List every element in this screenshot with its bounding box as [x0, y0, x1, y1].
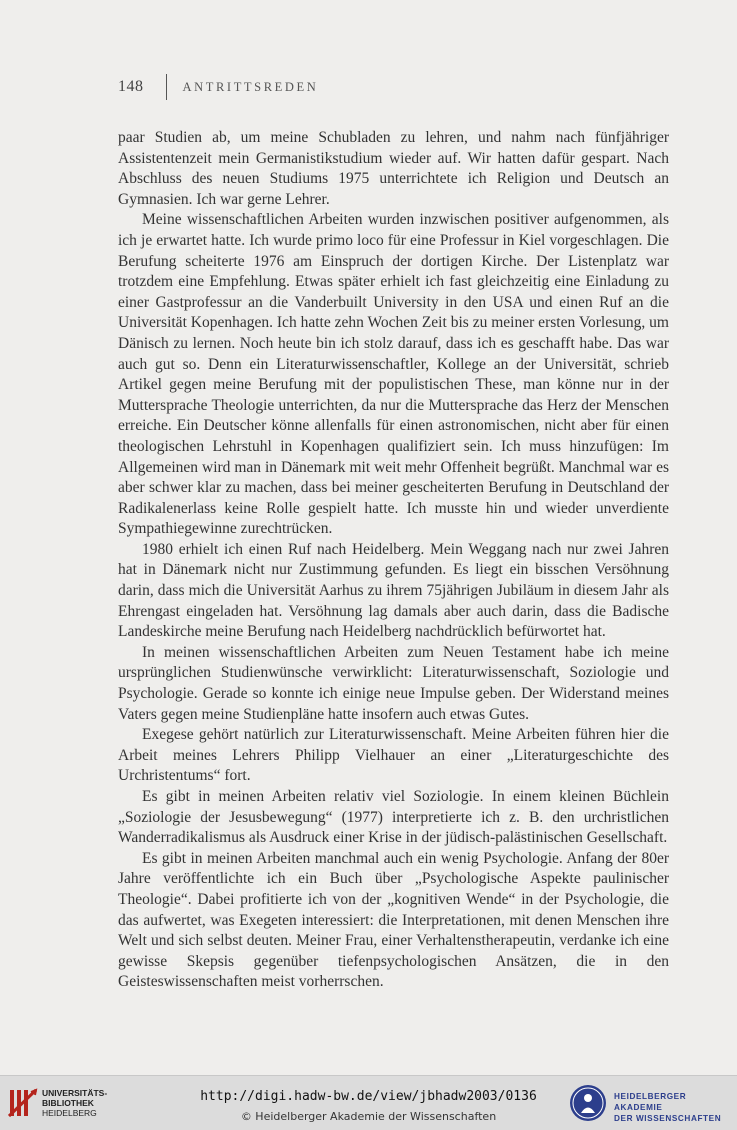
ub-line3: HEIDELBERG [42, 1108, 97, 1118]
hadw-logo-text [614, 1091, 737, 1124]
ub-line1: UNIVERSITÄTS- [42, 1088, 108, 1098]
hadw-seal-icon[interactable] [569, 1084, 607, 1122]
ub-line2: BIBLIOTHEK [42, 1098, 94, 1108]
running-title: ANTRITTSREDEN [182, 79, 319, 94]
page-number: 148 [118, 78, 144, 95]
body-text [118, 128, 669, 993]
page-header [118, 76, 318, 98]
permalink-url[interactable]: http://digi.hadw-bw.de/view/jbhadw2003/0136 [200, 1089, 537, 1104]
hadw-line2: DER WISSENSCHAFTEN [614, 1114, 722, 1123]
paragraph: In meinen wissenschaftlichen Arbeiten zum Neuen Testament habe ich meine ursprünglichen Studienwünsche verwirklicht: Literaturwissenschaft, Soziologie und Psychologie. Gerade so konnte ich einige neue Impulse geben. Der Widerstand meines Vaters gegen meine Studienpläne hatte insofern auch etwas Gutes. [118, 643, 669, 723]
paragraph: Es gibt in meinen Arbeiten relativ viel Soziologie. In einem kleinen Büchlein „Soziologie der Jesusbewegung“ (1977) interpretierte ich z. B. den urchristlichen Wanderradikalismus als Ausdruck einer Krise in der jüdisch-palästinischen Gesellschaft. [118, 788, 669, 847]
paragraph: Exegese gehört natürlich zur Literaturwissenschaft. Meine Arbeiten führen hier die Arbeit meines Lehrers Philipp Vielhauer an einer „Literaturgeschichte des Urchristentums“ fort. [118, 726, 669, 785]
viewer-footer [0, 1075, 737, 1130]
copyright-notice: © Heidelberger Akademie der Wissenschaften [240, 1110, 497, 1123]
paragraph: 1980 erhielt ich einen Ruf nach Heidelberg. Mein Weggang nach nur zwei Jahren hat in Dänemark nicht nur Zustimmung gefunden. Es liegt ein bisschen Versöhnung darin, dass mich die Universität Aarhus zu ihrem 75jährigen Jubiläum in diesem Jahr als Ehrengast eingeladen hat. Versöhnung lag damals aber auch darin, dass die Badische Landeskirche meine Berufung nach Heidelberg nachdrücklich befürwortet hat. [118, 540, 669, 641]
hadw-line1: HEIDELBERGER AKADEMIE [614, 1092, 687, 1112]
paragraph: paar Studien ab, um meine Schubladen zu lehren, und nahm nach fünfjähriger Assistentenzeit mein Germanistikstudium wieder auf. Wir hatten dafür gespart. Nach Abschluss des neuen Studiums 1975 unterrichtete ich Religion und Deutsch an Gymnasien. Ich war gerne Lehrer. [118, 129, 669, 208]
paragraph: Meine wissenschaftlichen Arbeiten wurden inzwischen positiver aufgenommen, als ich je erwartet hatte. Ich wurde primo loco für eine Professur in Kiel vorgeschlagen. Die Berufung scheiterte 1976 am Einspruch der dortigen Kirche. Der Listenplatz war trotzdem eine Empfehlung. Etwas später erhielt ich fast gleichzeitig eine Einladung zu einer Gastprofessur an die Vanderbuilt University in den USA und einen Ruf an die Universität Kopenhagen. Ich hatte zehn Wochen Zeit bis zu meiner ersten Vorlesung, um Dänisch zu lernen. Noch heute bin ich stolz darauf, dass ich es geschafft habe. Das war auch gut so. Denn ein Literaturwissenschaftler, Kollege an der Universität, schrieb Artikel gegen meine Berufung mit der populistischen These, man könne nur in der Muttersprache Theologie unterrichten, da nur die Muttersprache das Herz der Menschen erreiche. Ein Deutscher könne allenfalls für einen astronomischen, nicht aber für einen theologischen Lehrstuhl in Kopenhagen qualifiziert sein. Ich muss hinzufügen: Im Allgemeinen wird man in Dänemark mit weit mehr Offenheit begrüßt. Manchmal war es aber schwer klar zu machen, dass bei meiner gescheiterten Berufung in Deutschland der Radikalenerlass keine Rolle gespielt hatte. Ich musste hin und wieder unverdiente Sympathiegewinne zurechtrücken. [118, 211, 669, 538]
header-divider [166, 74, 167, 100]
paragraph: Es gibt in meinen Arbeiten manchmal auch ein wenig Psychologie. Anfang der 80er Jahre veröffentlichte ich ein Buch über „Psychologische Aspekte paulinischer Theologie“. Dabei profitierte ich von der „kognitiven Wende“ in der Psychologie, die das aufwertet, was Exegeten interessiert: die Interpretationen, mit denen Menschen ihre Welt und sich selbst deuten. Meiner Frau, einer Verhaltenstherapeutin, verdanke ich eine gewisse Skepsis gegenüber tiefenpsychologischen Ansätzen, die in den Geisteswissenschaften meist vorherrschen. [118, 849, 669, 991]
